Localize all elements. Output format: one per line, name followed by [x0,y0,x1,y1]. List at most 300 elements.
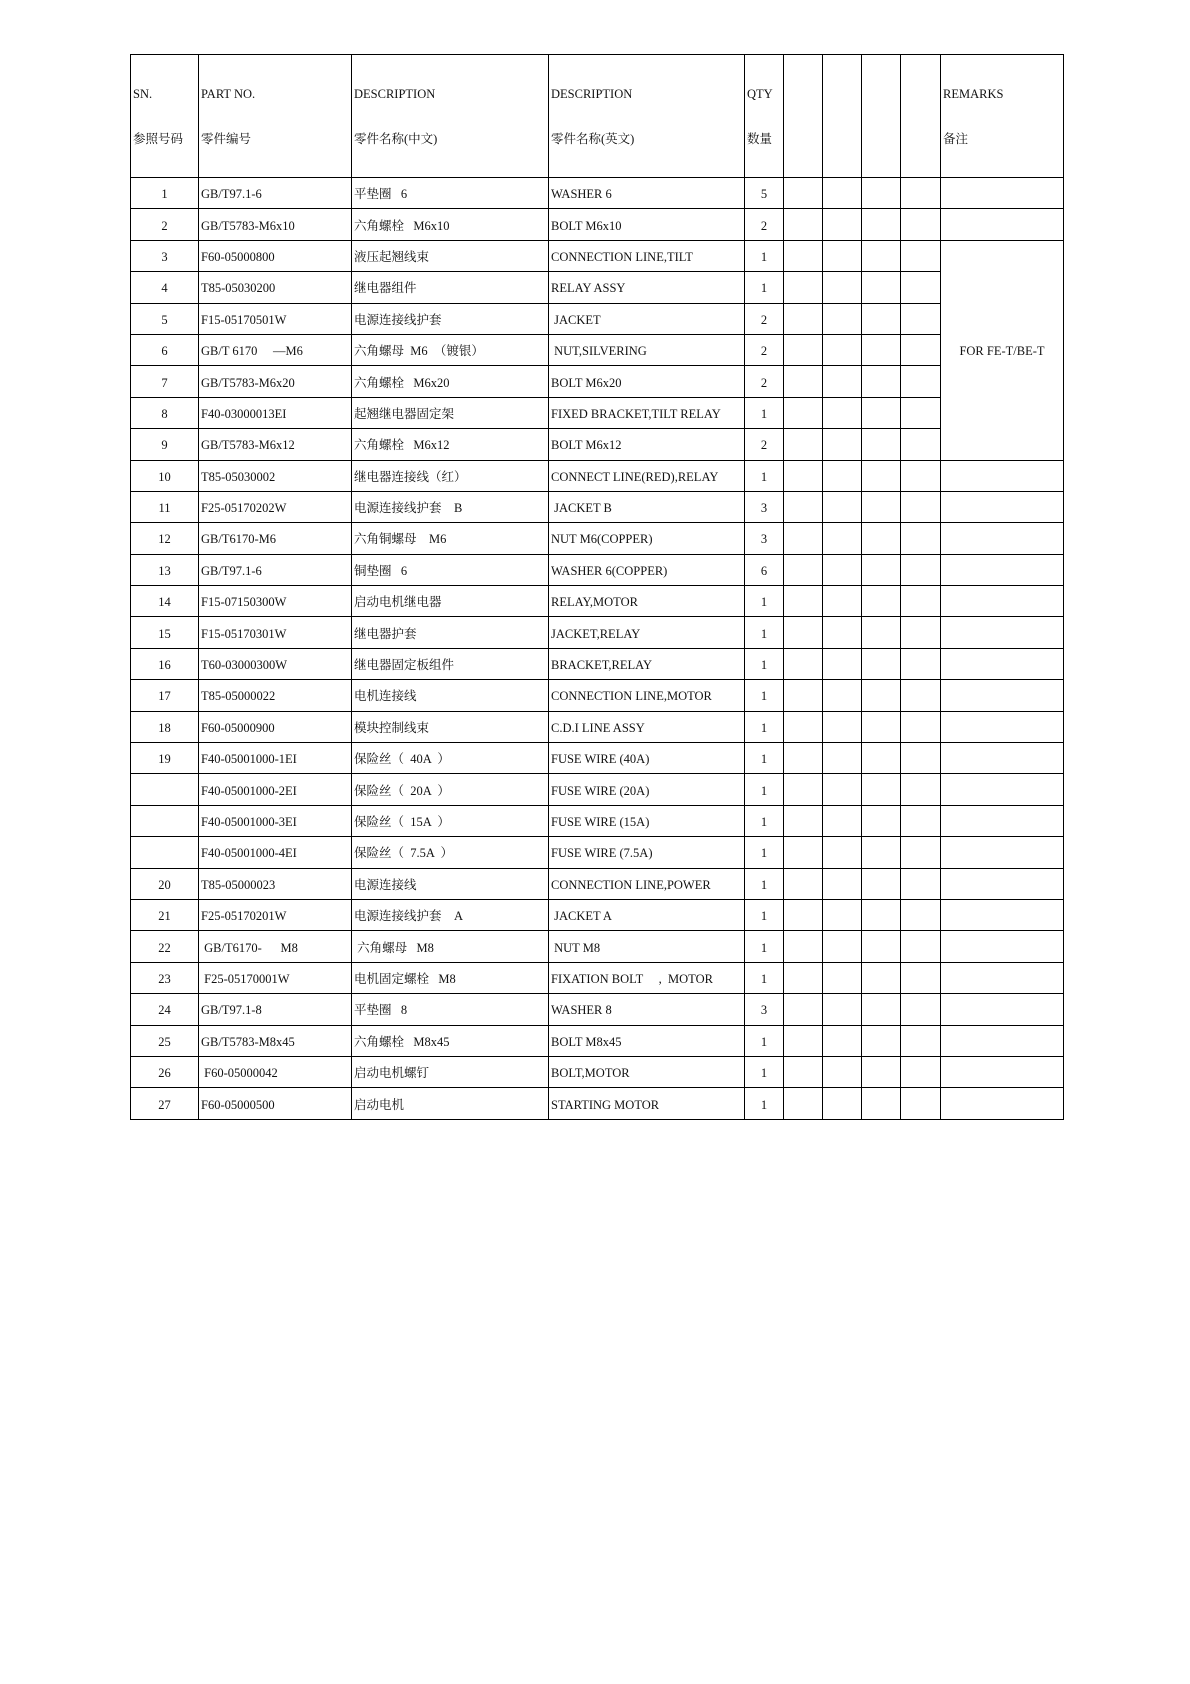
cell-remarks [941,1088,1064,1119]
cell-description-english: CONNECT LINE(RED),RELAY [549,460,745,491]
blank-cell [901,1056,941,1087]
cell-description-chinese: 平垫圈 8 [352,994,549,1025]
cell-remarks [941,209,1064,240]
cell-description-english: WASHER 6 [549,178,745,209]
cell-part-no: F25-05170001W [199,962,352,993]
blank-cell [784,586,823,617]
blank-cell [862,523,901,554]
blank-cell [823,743,862,774]
cell-description-chinese: 电源连接线护套 A [352,899,549,930]
blank-cell [823,366,862,397]
cell-part-no: GB/T97.1-6 [199,178,352,209]
blank-cell [784,491,823,522]
cell-part-no: F25-05170201W [199,899,352,930]
header-description-english [549,55,745,178]
header-qty-cn: 数量 [747,132,773,146]
cell-qty: 1 [745,397,784,428]
blank-cell [784,648,823,679]
cell-description-english: BOLT M8x45 [549,1025,745,1056]
cell-description-chinese: 电源连接线 [352,868,549,899]
cell-description-english: JACKET B [549,491,745,522]
table-row [131,366,1064,397]
cell-description-chinese: 电源连接线护套 [352,303,549,334]
blank-cell [784,397,823,428]
cell-description-chinese: 保险丝（ 40A ） [352,743,549,774]
blank-cell [862,1056,901,1087]
cell-remarks [941,1056,1064,1087]
blank-cell [784,303,823,334]
table-row [131,397,1064,428]
blank-cell [784,743,823,774]
cell-qty: 1 [745,962,784,993]
cell-part-no: F40-05001000-4EI [199,837,352,868]
cell-part-no: F40-05001000-2EI [199,774,352,805]
cell-description-english: RELAY,MOTOR [549,586,745,617]
cell-qty: 1 [745,1088,784,1119]
blank-cell [784,1088,823,1119]
blank-cell [901,774,941,805]
cell-qty: 1 [745,272,784,303]
cell-sn: 15 [131,617,199,648]
blank-cell [901,680,941,711]
header-description-chinese [352,55,549,178]
blank-cell [901,805,941,836]
header-remarks-en: REMARKS [943,87,1004,101]
cell-part-no: F40-05001000-1EI [199,743,352,774]
blank-cell [901,743,941,774]
blank-cell [901,397,941,428]
cell-part-no: T85-05000022 [199,680,352,711]
cell-qty: 2 [745,303,784,334]
blank-cell [784,617,823,648]
cell-sn [131,774,199,805]
blank-cell [901,899,941,930]
table-row [131,272,1064,303]
table-row [131,774,1064,805]
blank-cell [823,680,862,711]
blank-cell [823,178,862,209]
blank-cell [784,711,823,742]
cell-part-no: GB/T 6170 —M6 [199,334,352,365]
cell-description-chinese: 液压起翘线束 [352,240,549,271]
blank-cell [901,1025,941,1056]
blank-cell [784,899,823,930]
blank-cell [901,491,941,522]
blank-cell [862,617,901,648]
cell-sn: 8 [131,397,199,428]
blank-cell [862,554,901,585]
cell-sn: 27 [131,1088,199,1119]
cell-remarks [941,1025,1064,1056]
cell-part-no: GB/T6170- M8 [199,931,352,962]
cell-part-no: F60-05000500 [199,1088,352,1119]
cell-part-no: GB/T5783-M8x45 [199,1025,352,1056]
cell-remarks-merged: FOR FE-T/BE-T [941,240,1064,460]
cell-description-english: RELAY ASSY [549,272,745,303]
blank-cell [823,523,862,554]
table-row [131,868,1064,899]
blank-cell [862,429,901,460]
cell-remarks [941,837,1064,868]
cell-remarks [941,711,1064,742]
header-remarks [941,55,1064,178]
cell-description-english: BOLT,MOTOR [549,1056,745,1087]
cell-qty: 6 [745,554,784,585]
blank-cell [862,899,901,930]
cell-part-no: F60-05000900 [199,711,352,742]
header-blank-cell [862,55,901,178]
blank-cell [901,429,941,460]
cell-remarks [941,868,1064,899]
cell-description-chinese: 六角螺栓 M6x10 [352,209,549,240]
blank-cell [823,586,862,617]
cell-sn: 16 [131,648,199,679]
cell-qty: 1 [745,1056,784,1087]
cell-remarks [941,554,1064,585]
cell-description-chinese: 铜垫圈 6 [352,554,549,585]
blank-cell [784,334,823,365]
blank-cell [862,774,901,805]
table-row [131,334,1064,365]
table-row [131,711,1064,742]
header-sn [131,55,199,178]
blank-cell [862,303,901,334]
blank-cell [784,429,823,460]
table-row [131,240,1064,271]
cell-remarks [941,523,1064,554]
blank-cell [823,460,862,491]
cell-description-english: NUT,SILVERING [549,334,745,365]
cell-description-english: FIXED BRACKET,TILT RELAY [549,397,745,428]
table-row [131,962,1064,993]
cell-description-english: CONNECTION LINE,TILT [549,240,745,271]
cell-sn: 21 [131,899,199,930]
cell-part-no: GB/T5783-M6x12 [199,429,352,460]
cell-part-no: F40-05001000-3EI [199,805,352,836]
blank-cell [823,1056,862,1087]
cell-sn: 5 [131,303,199,334]
cell-sn: 10 [131,460,199,491]
table-row [131,460,1064,491]
cell-description-chinese: 起翘继电器固定架 [352,397,549,428]
blank-cell [901,303,941,334]
cell-description-english: JACKET A [549,899,745,930]
table-row [131,743,1064,774]
cell-part-no: F15-05170301W [199,617,352,648]
table-row [131,1025,1064,1056]
cell-remarks [941,680,1064,711]
table-row [131,586,1064,617]
cell-qty: 2 [745,366,784,397]
cell-description-english: FUSE WIRE (20A) [549,774,745,805]
blank-cell [784,178,823,209]
blank-cell [901,586,941,617]
cell-remarks [941,962,1064,993]
blank-cell [784,209,823,240]
cell-description-english: WASHER 8 [549,994,745,1025]
cell-part-no: GB/T97.1-6 [199,554,352,585]
cell-qty: 3 [745,491,784,522]
header-blank-cell [901,55,941,178]
header-blank-cell [823,55,862,178]
cell-qty: 1 [745,240,784,271]
cell-sn: 17 [131,680,199,711]
blank-cell [823,334,862,365]
blank-cell [862,334,901,365]
cell-sn: 13 [131,554,199,585]
blank-cell [823,397,862,428]
cell-part-no: T85-05000023 [199,868,352,899]
cell-part-no: GB/T6170-M6 [199,523,352,554]
table-row [131,1088,1064,1119]
cell-description-chinese: 六角铜螺母 M6 [352,523,549,554]
blank-cell [823,429,862,460]
cell-description-english: FUSE WIRE (7.5A) [549,837,745,868]
blank-cell [823,868,862,899]
blank-cell [784,837,823,868]
blank-cell [784,460,823,491]
blank-cell [823,209,862,240]
cell-description-english: STARTING MOTOR [549,1088,745,1119]
cell-remarks [941,460,1064,491]
cell-description-english: BOLT M6x20 [549,366,745,397]
blank-cell [823,617,862,648]
cell-remarks [941,899,1064,930]
cell-description-chinese: 六角螺栓 M6x20 [352,366,549,397]
table-row [131,899,1064,930]
header-part-cn: 零件编号 [201,132,252,146]
blank-cell [901,617,941,648]
cell-sn: 26 [131,1056,199,1087]
cell-description-chinese: 继电器组件 [352,272,549,303]
cell-sn: 1 [131,178,199,209]
cell-qty: 1 [745,743,784,774]
blank-cell [901,554,941,585]
table-header-row [131,55,1064,178]
table-row [131,303,1064,334]
table-row [131,429,1064,460]
blank-cell [823,648,862,679]
cell-description-chinese: 启动电机继电器 [352,586,549,617]
blank-cell [862,962,901,993]
blank-cell [862,837,901,868]
cell-sn: 6 [131,334,199,365]
blank-cell [901,711,941,742]
blank-cell [901,1088,941,1119]
cell-description-chinese: 六角螺栓 M8x45 [352,1025,549,1056]
blank-cell [862,397,901,428]
blank-cell [823,240,862,271]
blank-cell [862,586,901,617]
blank-cell [862,648,901,679]
blank-cell [784,554,823,585]
cell-qty: 3 [745,994,784,1025]
blank-cell [784,240,823,271]
cell-remarks [941,586,1064,617]
table-row [131,617,1064,648]
cell-description-chinese: 六角螺母 M8 [352,931,549,962]
header-remarks-cn: 备注 [943,132,969,146]
blank-cell [823,554,862,585]
cell-part-no: GB/T97.1-8 [199,994,352,1025]
cell-description-chinese: 电源连接线护套 B [352,491,549,522]
cell-remarks [941,491,1064,522]
blank-cell [784,523,823,554]
cell-part-no: F25-05170202W [199,491,352,522]
cell-qty: 1 [745,648,784,679]
blank-cell [862,994,901,1025]
cell-remarks [941,931,1064,962]
blank-cell [862,680,901,711]
blank-cell [862,805,901,836]
cell-remarks [941,774,1064,805]
cell-part-no: F40-03000013EI [199,397,352,428]
cell-description-english: BOLT M6x10 [549,209,745,240]
cell-part-no: F15-07150300W [199,586,352,617]
cell-description-english: BOLT M6x12 [549,429,745,460]
blank-cell [784,272,823,303]
blank-cell [901,648,941,679]
cell-qty: 1 [745,774,784,805]
blank-cell [823,711,862,742]
blank-cell [784,1056,823,1087]
blank-cell [901,460,941,491]
cell-description-english: C.D.I LINE ASSY [549,711,745,742]
blank-cell [862,1025,901,1056]
cell-description-chinese: 平垫圈 6 [352,178,549,209]
blank-cell [823,272,862,303]
blank-cell [862,366,901,397]
cell-sn: 22 [131,931,199,962]
cell-qty: 1 [745,868,784,899]
cell-remarks [941,805,1064,836]
cell-description-english: CONNECTION LINE,POWER [549,868,745,899]
cell-remarks [941,178,1064,209]
cell-description-chinese: 六角螺母 M6 （镀银） [352,334,549,365]
blank-cell [901,931,941,962]
cell-sn: 2 [131,209,199,240]
table-row [131,1056,1064,1087]
cell-description-chinese: 启动电机 [352,1088,549,1119]
cell-sn: 4 [131,272,199,303]
header-desc-en-cn: 零件名称(英文) [551,132,635,146]
header-desc-en-en: DESCRIPTION [551,87,633,101]
table-row [131,209,1064,240]
table-row [131,178,1064,209]
cell-sn: 9 [131,429,199,460]
table-row [131,491,1064,522]
blank-cell [901,837,941,868]
cell-description-english: FUSE WIRE (40A) [549,743,745,774]
cell-remarks [941,994,1064,1025]
cell-part-no: F15-05170501W [199,303,352,334]
cell-qty: 1 [745,837,784,868]
blank-cell [823,962,862,993]
cell-sn: 14 [131,586,199,617]
header-blank-cell [784,55,823,178]
cell-description-chinese: 六角螺栓 M6x12 [352,429,549,460]
cell-description-english: BRACKET,RELAY [549,648,745,679]
blank-cell [862,209,901,240]
header-qty-en: QTY [747,87,773,101]
cell-description-chinese: 继电器护套 [352,617,549,648]
blank-cell [823,303,862,334]
cell-sn: 20 [131,868,199,899]
cell-description-english: FUSE WIRE (15A) [549,805,745,836]
blank-cell [823,899,862,930]
cell-description-english: JACKET,RELAY [549,617,745,648]
table-row [131,648,1064,679]
cell-qty: 2 [745,334,784,365]
cell-qty: 2 [745,209,784,240]
cell-description-english: NUT M6(COPPER) [549,523,745,554]
cell-qty: 1 [745,931,784,962]
cell-description-chinese: 模块控制线束 [352,711,549,742]
table-row [131,523,1064,554]
cell-qty: 1 [745,617,784,648]
table-row [131,931,1064,962]
cell-part-no: F60-05000800 [199,240,352,271]
table-row [131,554,1064,585]
header-desc-cn-cn: 零件名称(中文) [354,132,438,146]
blank-cell [823,805,862,836]
blank-cell [901,366,941,397]
blank-cell [862,460,901,491]
cell-sn: 11 [131,491,199,522]
blank-cell [862,711,901,742]
blank-cell [901,523,941,554]
blank-cell [901,334,941,365]
cell-sn [131,805,199,836]
cell-sn: 24 [131,994,199,1025]
cell-sn: 12 [131,523,199,554]
cell-qty: 1 [745,1025,784,1056]
cell-sn: 19 [131,743,199,774]
cell-description-chinese: 继电器固定板组件 [352,648,549,679]
cell-qty: 3 [745,523,784,554]
cell-part-no: T85-05030200 [199,272,352,303]
cell-description-chinese: 保险丝（ 15A ） [352,805,549,836]
blank-cell [823,994,862,1025]
blank-cell [823,931,862,962]
blank-cell [823,1088,862,1119]
cell-description-chinese: 保险丝（ 7.5A ） [352,837,549,868]
cell-qty: 1 [745,805,784,836]
blank-cell [823,774,862,805]
table-body [131,55,1064,1120]
cell-description-english: CONNECTION LINE,MOTOR [549,680,745,711]
blank-cell [862,868,901,899]
cell-description-english: FIXATION BOLT , MOTOR [549,962,745,993]
blank-cell [784,931,823,962]
blank-cell [901,962,941,993]
blank-cell [901,994,941,1025]
cell-remarks [941,648,1064,679]
cell-sn: 23 [131,962,199,993]
blank-cell [862,931,901,962]
blank-cell [901,868,941,899]
header-sn-en: SN. [133,87,153,101]
cell-description-chinese: 继电器连接线（红） [352,460,549,491]
cell-description-chinese: 电机连接线 [352,680,549,711]
blank-cell [784,868,823,899]
blank-cell [784,366,823,397]
blank-cell [784,1025,823,1056]
cell-description-chinese: 电机固定螺栓 M8 [352,962,549,993]
header-sn-cn: 参照号码 [133,132,184,146]
blank-cell [862,1088,901,1119]
blank-cell [784,962,823,993]
